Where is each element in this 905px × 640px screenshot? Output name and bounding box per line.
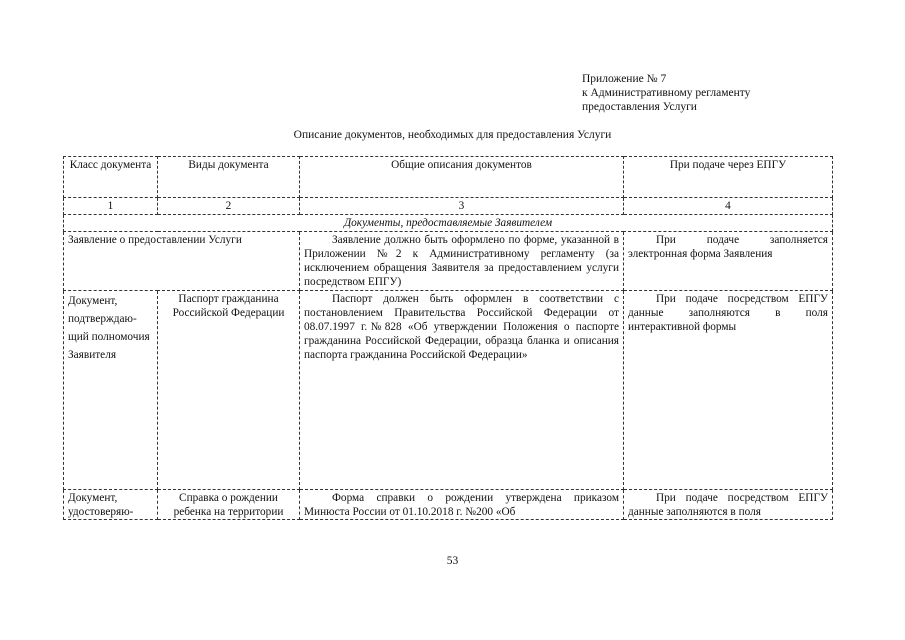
row-description-text: Форма справки о рождении утверждена приказом Минюста России от 01.10.2018 г. №200 «Об — [304, 492, 619, 518]
appendix-header — [582, 72, 750, 114]
row-description: Заявление должно быть оформлено по форме, указанной в Приложении №2 к Административному регламенту (за исключением обращения Заявителя за предоставлением услуги посредством ЕПГУ) — [300, 232, 624, 291]
row-description: Паспорт должен быть оформлен в соответствии с постановлением Правительства Российской Федерации от 08.07.1997 г.№828 «Об утверждении Положения о паспорте гражданина Российской Федерации, образца бланка и описания паспорта гражданина Российской Федерации» — [300, 291, 624, 490]
appendix-line-2: к Административному регламенту — [582, 87, 751, 99]
row-type — [158, 490, 300, 520]
row-class-text: Документ, удостоверяю- — [68, 492, 134, 518]
column-number: 3 — [300, 198, 624, 215]
table-row — [64, 291, 833, 490]
document-title: Описание документов, необходимых для предоставления Услуги — [293, 129, 612, 141]
row-class: Документ, подтверждаю-щий полномочия Заявителя — [64, 291, 158, 490]
row-epgu: При подаче заполняется электронная форма Заявления — [624, 232, 833, 291]
row-type: Паспорт гражданина Российской Федерации — [158, 291, 300, 490]
column-numbers-row — [64, 198, 833, 215]
row-epgu-text: При подаче посредством ЕПГУ данные заполняются в поля — [628, 492, 828, 518]
column-number: 2 — [158, 198, 300, 215]
table-row — [64, 490, 833, 520]
documents-table — [63, 156, 833, 520]
header-class: Класс документа — [64, 157, 158, 198]
header-type: Виды документа — [158, 157, 300, 198]
row-epgu: При подаче посредством ЕПГУ данные заполняются в поля интерактивной формы — [624, 291, 833, 490]
appendix-line-1: Приложение № 7 — [582, 73, 667, 85]
row-description — [300, 490, 624, 520]
page-number: 53 — [446, 555, 459, 567]
row-class — [64, 490, 158, 520]
table-header-row — [64, 157, 833, 198]
section-row — [64, 215, 833, 232]
row-type-text: Справка о рождении ребенка на территории — [173, 492, 284, 518]
section-title: Документы, предоставляемые Заявителем — [64, 215, 833, 232]
column-number: 1 — [64, 198, 158, 215]
column-number: 4 — [624, 198, 833, 215]
header-epgu: При подаче через ЕПГУ — [624, 157, 833, 198]
row-epgu — [624, 490, 833, 520]
row-class: Заявление о предоставлении Услуги — [64, 232, 300, 291]
appendix-line-3: предоставления Услуги — [582, 101, 697, 113]
header-description: Общие описания документов — [300, 157, 624, 198]
table-row — [64, 232, 833, 291]
